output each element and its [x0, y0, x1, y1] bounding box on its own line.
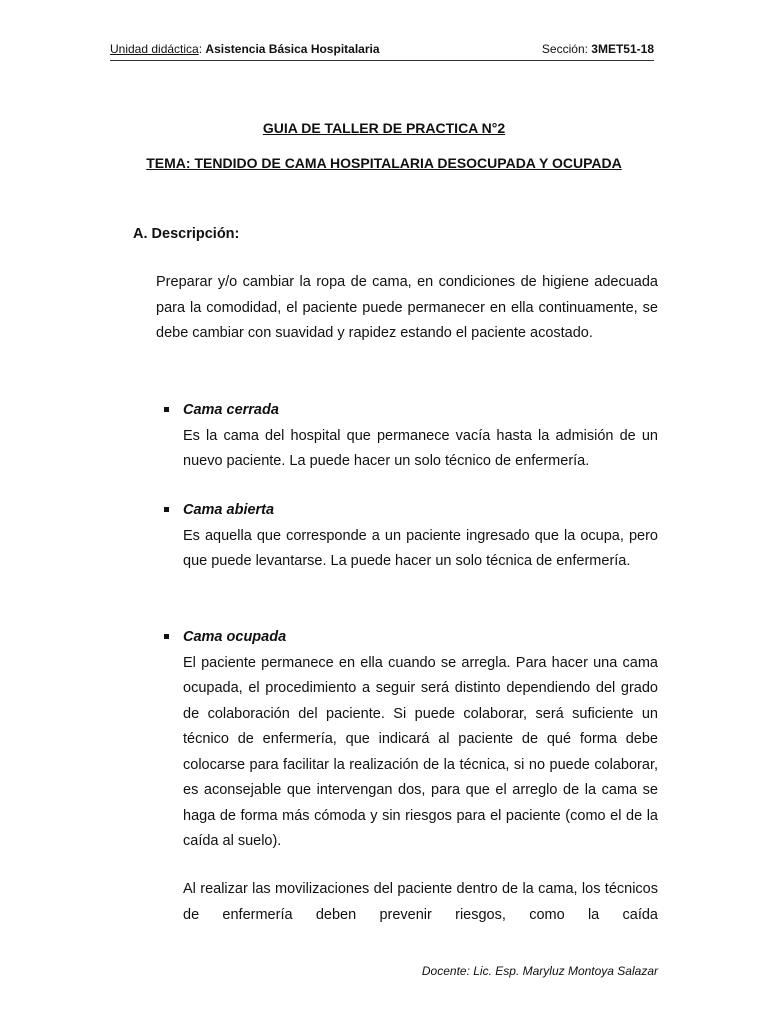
section-value: 3MET51-18: [591, 42, 654, 56]
final-paragraph-text: Al realizar las movilizaciones del paciente dentro de la cama, los técnicos de enfermería deben prevenir riesgos, como la caída: [183, 881, 658, 923]
section-a-heading: A. Descripción:: [133, 226, 240, 242]
theme-title: TEMA: TENDIDO DE CAMA HOSPITALARIA DESOCUPADA Y OCUPADA: [146, 155, 622, 171]
guide-title: GUIA DE TALLER DE PRACTICA N°2: [262, 120, 506, 136]
bullet-square-icon: [164, 507, 169, 512]
bullet-text: Es la cama del hospital que permanece vacía hasta la admisión de un nuevo paciente. La puede hacer un solo técnico de enfermería.: [183, 427, 658, 469]
bullet-title: Cama ocupada: [183, 629, 287, 645]
bullet-square-icon: [164, 634, 169, 639]
unit-label: Unidad didáctica: [110, 42, 199, 56]
unit-colon: :: [198, 42, 203, 56]
unit-value: Asistencia Básica Hospitalaria: [205, 42, 380, 56]
bullet-square-icon: [164, 407, 169, 412]
bullet-title: Cama abierta: [183, 502, 275, 518]
final-paragraph: [183, 877, 658, 928]
section-label: Sección:: [541, 42, 588, 56]
bullet-cama-abierta: [156, 498, 658, 575]
section-info: [542, 42, 654, 56]
bullet-cama-cerrada: [156, 398, 658, 475]
bullet-title: Cama cerrada: [183, 402, 279, 418]
description-paragraph: Preparar y/o cambiar la ropa de cama, en condiciones de higiene adecuada para la comodidad, el paciente puede permanecer en ella continuamente, se debe cambiar con suavidad y rapidez estando el paciente acostado.: [156, 274, 658, 341]
bullet-text: El paciente permanece en ella cuando se arregla. Para hacer una cama ocupada, el procedimiento a seguir será distinto dependiendo del grado de colaboración del paciente. Si puede colaborar, será suficiente un técnico de enfermería, que indicará al paciente de qué forma debe colocarse para facilitar la realización de la técnica, si no puede colaborar, es aconsejable que intervengan dos, para que el arreglo de la cama se haga de forma más cómoda y sin riesgos para el paciente (como el de la caída al suelo).: [183, 654, 658, 849]
bullet-cama-ocupada: [156, 625, 658, 855]
page-footer: Docente: Lic. Esp. Maryluz Montoya Salazar: [421, 964, 658, 978]
bullet-text: Es aquella que corresponde a un paciente ingresado que la ocupa, pero que puede levantarse. La puede hacer un solo técnica de enfermería.: [183, 527, 658, 569]
page-header: [110, 42, 654, 61]
unit-info: [110, 42, 380, 56]
